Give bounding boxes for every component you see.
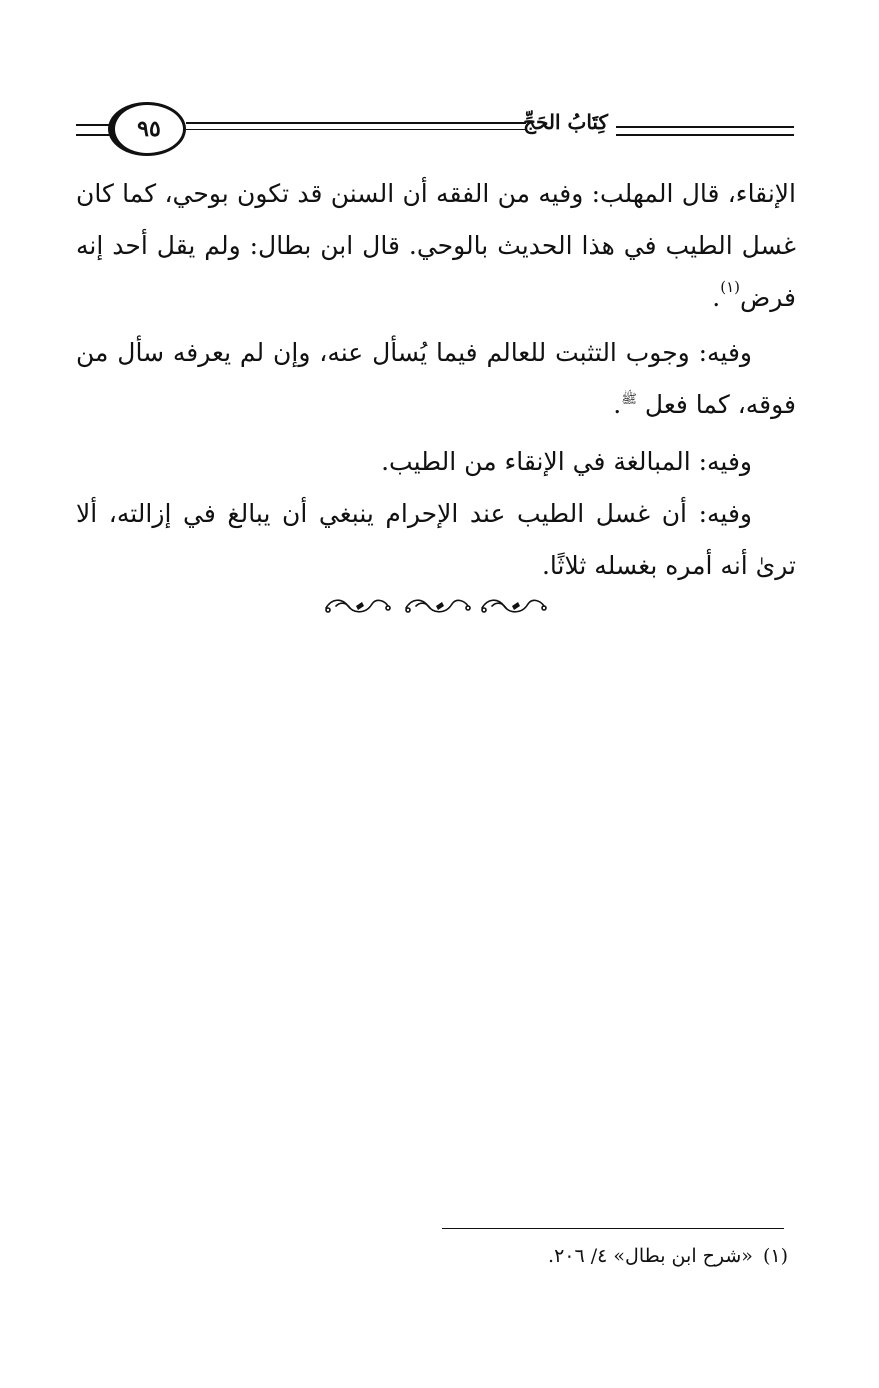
paragraph-2-end: . <box>613 390 622 419</box>
paragraph-2-text: وفيه: وجوب التثبت للعالم فيما يُسأل عنه، وإن لم يعرفه سأل من فوقه، كما فعل <box>76 338 796 419</box>
honorific-symbol: ﷺ <box>621 392 637 407</box>
footnote-separator <box>442 1228 784 1229</box>
page-number-badge <box>108 102 186 156</box>
paragraph-4: وفيه: أن غسل الطيب عند الإحرام ينبغي أن يبالغ في إزالته، ألا ترىٰ أنه أمره بغسله ثلاثًا. <box>76 499 796 580</box>
section-divider-ornament <box>322 594 552 618</box>
footnote-number: (١) <box>762 1245 788 1267</box>
header-double-rule-right <box>616 126 794 136</box>
paragraph-2 <box>76 327 796 436</box>
footnote-reference: (١) <box>720 278 741 296</box>
footnote-text: «شرح ابن بطال» ٤/ ٢٠٦. <box>548 1245 753 1267</box>
main-text <box>76 168 796 592</box>
book-title: كِتَابُ الحَجِّ <box>523 110 608 134</box>
paragraph-1-text: الإنقاء، قال المهلب: وفيه من الفقه أن السنن قد تكون بوحي، كما كان غسل الطيب في هذا الحديث بالوحي. قال ابن بطال: ولم يقل أحد إنه فرض <box>76 179 796 312</box>
page-number: ٩٥ <box>137 116 161 142</box>
paragraph-1 <box>76 168 796 327</box>
footnote-1 <box>360 1240 788 1272</box>
page-header <box>70 100 800 160</box>
paragraph-3: وفيه: المبالغة في الإنقاء من الطيب. <box>381 447 752 476</box>
paragraph-1-end: . <box>712 283 721 312</box>
header-rule-middle <box>186 122 526 130</box>
